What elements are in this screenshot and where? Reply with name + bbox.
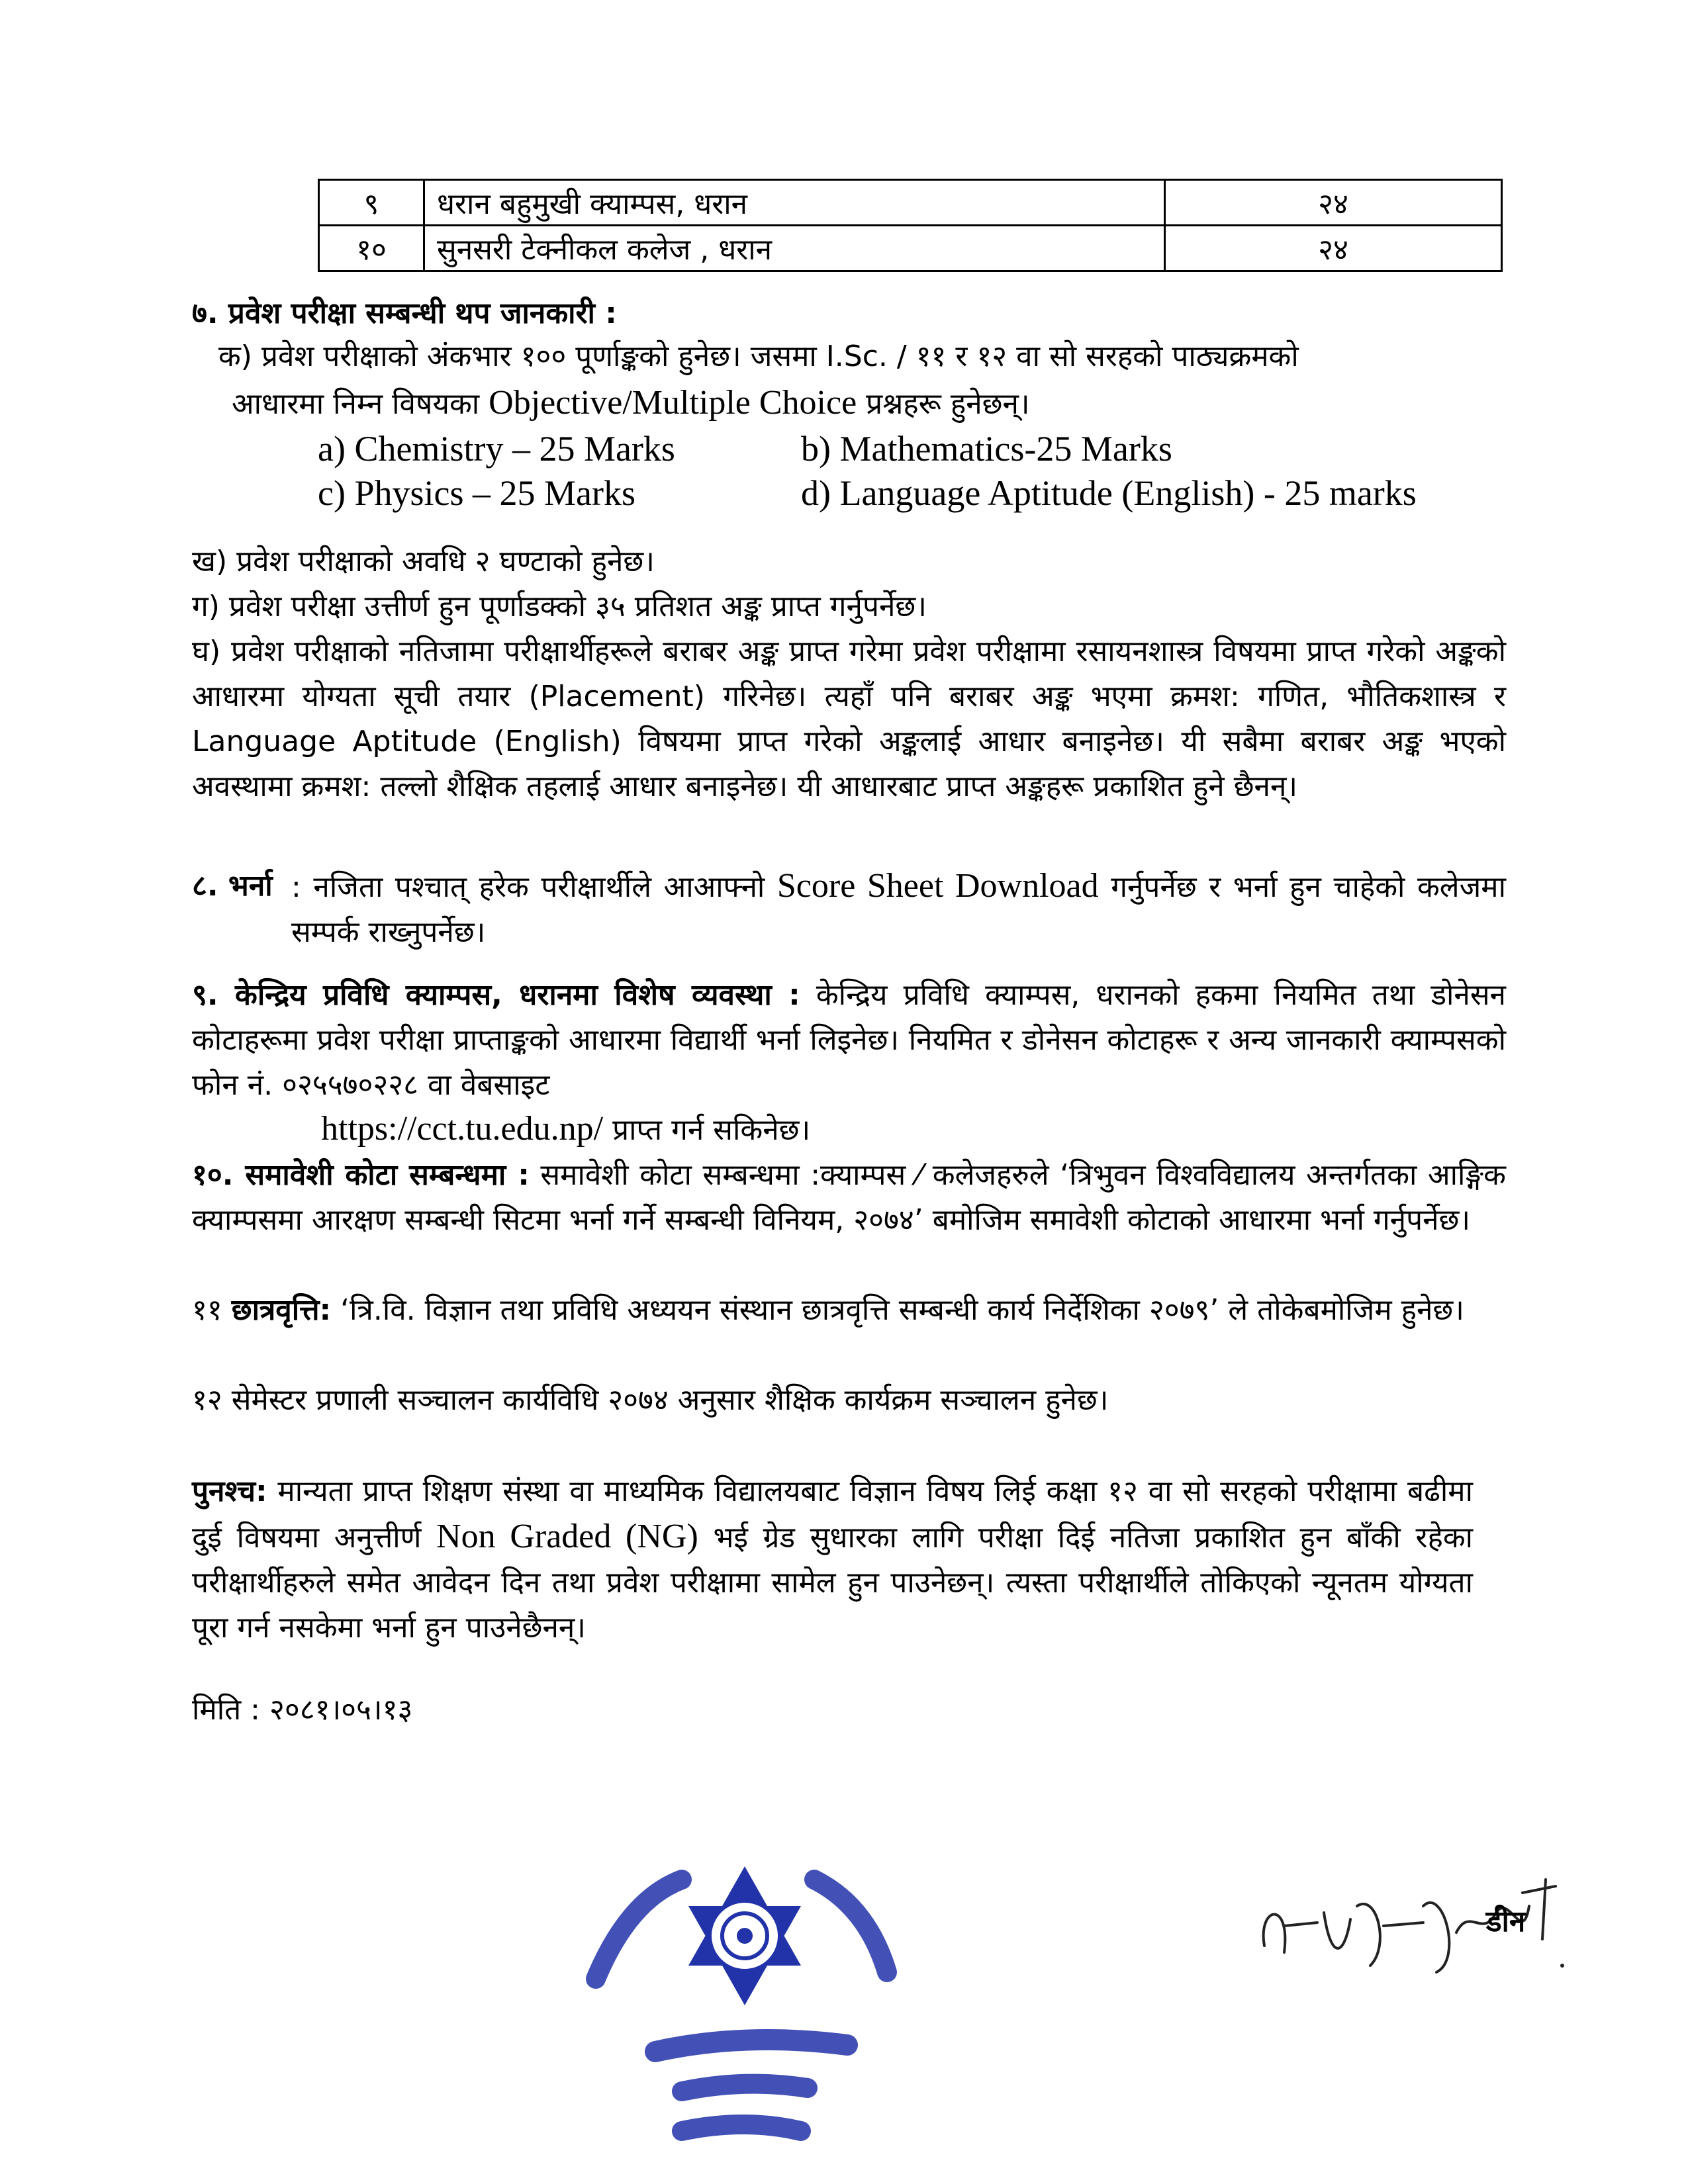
section-9-text: केन्द्रिय प्रविधि क्याम्पस, धरानको हकमा नियमित तथा डोनेसन कोटाहरूमा प्रवेश परीक्षा प्राप्ताङ्कको आधारमा विद्यार्थी भर्ना लिइनेछ। नियमित र डोनेसन कोटाहरू र अन्य जानकारी क्याम्पसको फोन नं. ०२५५७०२२८ वा वेबसाइट [192,978,1506,1102]
college-table [318,179,1503,272]
section-9-heading: ९. केन्द्रिय प्रविधि क्याम्पस, धरानमा विशेष व्यवस्था : [192,978,800,1012]
subject-language: d) Language Aptitude (English) - 25 marks [801,473,1417,513]
postscript-english: Non Graded (NG) [436,1518,698,1555]
postscript-text-b: भई ग्रेड सुधारका लागि परीक्षा दिई नतिजा प्रकाशित हुन बाँकी रहेका परीक्षार्थीहरुले समेत आवेदन दिन तथा प्रवेश परीक्षामा सामेल हुन पाउनेछन्। त्यस्ता परीक्षार्थीले तोकिएको न्यूनतम योग्यता पूरा गर्न नसकेमा भर्ना हुन पाउनेछैनन्। [192,1521,1474,1645]
section-11 [192,1288,1506,1333]
section-9-url: https://cct.tu.edu.np/ [321,1110,604,1148]
section-10-text: समावेशी कोटा सम्बन्धमा :क्याम्पस ⁄ कलेजहरुले ‘त्रिभुवन विश्वविद्यालय अन्तर्गतका आङ्गिक क्याम्पसमा आरक्षण सम्बन्धी सिटमा भर्ना गर्ने सम्बन्धी विनियम, २०७४’ बमोजिम समावेशी कोटाको आधारमा भर्ना गर्नुपर्नेछ। [192,1158,1506,1237]
postscript-text-a: मान्यता प्राप्त शिक्षण संस्था वा माध्यमिक विद्यालयबाट विज्ञान विषय लिई कक्षा १२ वा सो सरहको परीक्षामा बढीमा दुई विषयमा अनुत्तीर्ण [192,1475,1473,1555]
postscript [192,1469,1473,1651]
section-10-heading: १०. समावेशी कोटा सम्बन्धमा : [192,1158,530,1192]
section-12: १२ सेमेस्टर प्रणाली सञ्चालन कार्यविधि २०७४ अनुसार शैक्षिक कार्यक्रम सञ्चालन हुनेछ। [192,1383,1109,1417]
section-9-tail: प्राप्त गर्न सकिनेछ। [612,1113,811,1147]
section-9-url-line [321,1107,1506,1153]
row-serial: १० [319,226,424,271]
row-seat-count: २४ [1165,226,1502,271]
subject-mathematics: b) Mathematics-25 Marks [801,429,1172,469]
row-college-name: धरान बहुमुखी क्याम्पस, धरान [424,180,1165,226]
ka-line2-text: आधारमा निम्न विषयका [232,387,480,421]
postscript-heading: पुनश्च: [192,1475,267,1508]
section-7-ka-line2 [232,381,1489,427]
section-9 [192,973,1506,1108]
table-row [319,226,1502,271]
section-8-english: Score Sheet Download [776,867,1099,905]
row-serial: ९ [319,180,424,226]
section-8-text-b: गर्नुपर्नेछ र भर्ना हुन चाहेको कलेजमा सम्पर्क राख्नुपर्नेछ। [291,870,1506,949]
section-10 [192,1153,1506,1243]
section-8-text [291,864,1506,955]
date-line: मिति : २०८१।०५।१३ [192,1693,413,1727]
signatory-title: डीन [1486,1905,1526,1938]
section-7-heading: ७. प्रवेश परीक्षा सम्बन्धी थप जानकारी : [192,296,617,330]
row-seat-count: २४ [1165,180,1502,226]
institute-stamp [583,1840,907,2164]
section-7-gha: घ) प्रवेश परीक्षाको नतिजामा परीक्षार्थीहरूले बराबर अङ्क प्राप्त गरेमा प्रवेश परीक्षामा रसायनशास्त्र विषयमा प्राप्त गरेको अङ्कको आधारमा योग्यता सूची तयार (Placement) गरिनेछ। त्यहाँ पनि बराबर अङ्क भएमा क्रमश: गणित, भौतिकशास्त्र र Language Aptitude (English) विषयमा प्राप्त गरेको अङ्कलाई आधार बनाइनेछ। यी सबैमा बराबर अङ्क भएको अवस्थामा क्रमश: तल्लो शैक्षिक तहलाई आधार बनाइनेछ। यी आधारबाट प्राप्त अङ्कहरू प्रकाशित हुने छैनन्। [192,635,1506,803]
ka-line2-english: Objective/Multiple Choice [489,384,857,422]
section-8 [192,864,1506,955]
subject-physics: c) Physics – 25 Marks [318,473,635,513]
section-11-text: ‘त्रि.वि. विज्ञान तथा प्रविधि अध्ययन संस्थान छात्रवृत्ति सम्बन्धी कार्य निर्देशिका २०७९’ ले तोकेबमोजिम हुनेछ। [340,1293,1464,1327]
section-8-text-a: : नजिता पश्चात् हरेक परीक्षार्थीले आआफ्नो [291,870,765,904]
section-11-number: ११ [192,1293,222,1327]
subject-chemistry: a) Chemistry – 25 Marks [318,429,675,469]
row-college-name: सुनसरी टेक्नीकल कलेज , धरान [424,226,1165,271]
section-7-ga: ग) प्रवेश परीक्षा उत्तीर्ण हुन पूर्णाडक्को ३५ प्रतिशत अङ्क प्राप्त गर्नुपर्नेछ। [192,590,927,623]
section-7-kha: ख) प्रवेश परीक्षाको अवधि २ घण्टाको हुनेछ। [192,545,655,578]
section-11-heading: छात्रवृत्ति: [231,1293,332,1327]
ka-line2-tail: प्रश्नहरू हुनेछन्। [866,387,1030,421]
section-7-ka-line1: क) प्रवेश परीक्षाको अंकभार १०० पूर्णाङ्कको हुनेछ। जसमा I.Sc. / ११ र १२ वा सो सरहको पाठ्यक्रमको [218,340,1299,373]
table-row [319,180,1502,226]
section-8-heading: ८. भर्ना [192,869,273,903]
